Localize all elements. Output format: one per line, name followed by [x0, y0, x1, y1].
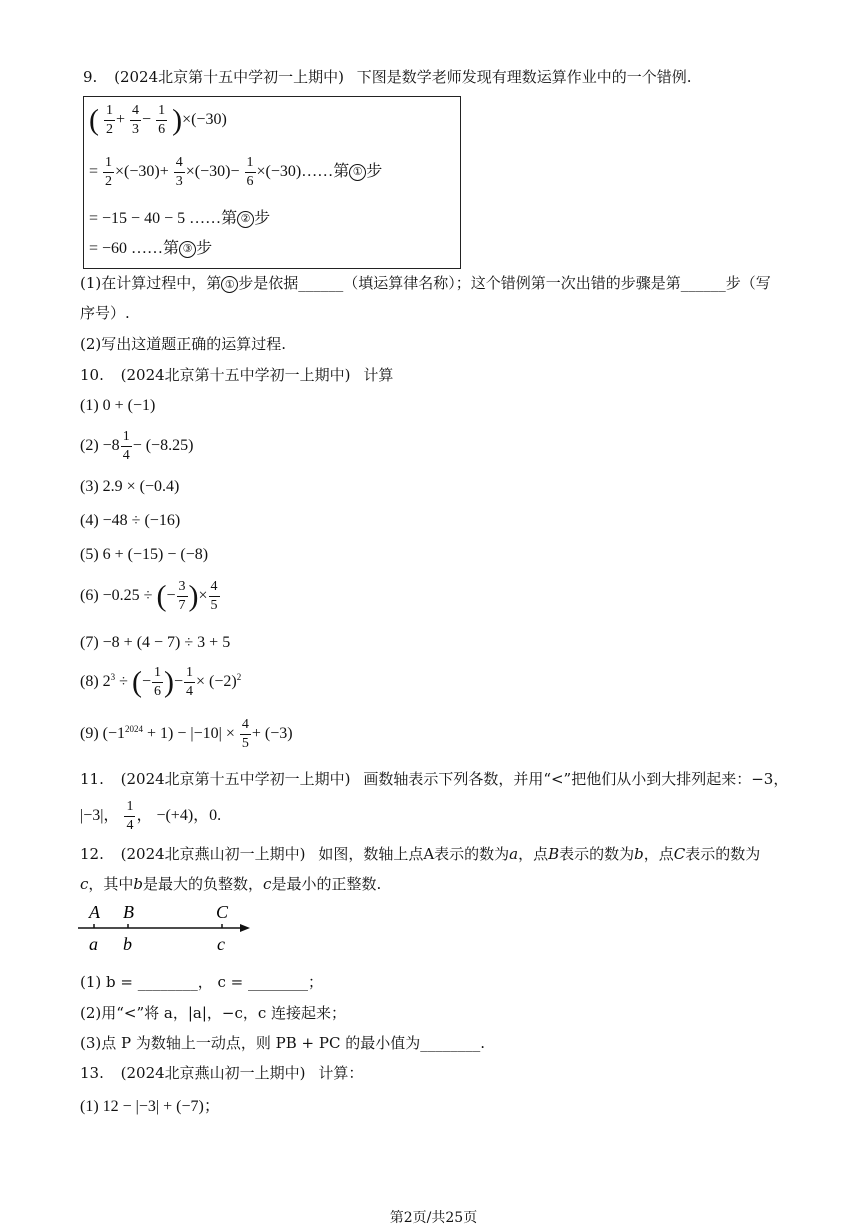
question-13-header — [80, 1062, 363, 1083]
question-9-header — [83, 66, 692, 87]
number-line-arrow — [240, 924, 250, 932]
question-number: 12. — [80, 845, 104, 863]
q10-item-7: (7) −8 + (4 − 7) ÷ 3 + 5 — [80, 634, 231, 651]
q10-item-9: (9) $(-1^{2024} + 1) - |-10|$ × $\frac{4}{5}$ + (−3) — [80, 717, 293, 751]
question-source: (2024北京燕山初一上期中) — [120, 845, 306, 863]
point-label-C: C — [216, 902, 229, 922]
q10-item-8: (8) $2^3$ ÷ (− $\frac{1}{6}$ )− $\frac{1}{4}$ × $(-2)^2$ — [80, 665, 242, 699]
question-12-part-1: (1) b = ________， c = ________； — [80, 973, 323, 991]
question-number: 9. — [83, 68, 98, 86]
question-stem: 下图是数学老师发现有理数运算作业中的一个错例. — [356, 68, 692, 86]
value-label-c: c — [217, 934, 225, 954]
q10-item-3: (3) 2.9 × (−0.4) — [80, 478, 180, 495]
q10-item-2: (2) −8 $\frac{1}{4}$ − (−8.25) — [80, 429, 194, 463]
page-footer: 第2页/共25页 — [389, 1210, 478, 1226]
question-10-header — [80, 364, 393, 385]
question-source: (2024北京第十五中学初一上期中) — [114, 68, 344, 86]
question-9-part-1: (1)在计算过程中，第 ① 步是依据______（填运算律名称）；这个错例第一次出错的步骤是第______步（写 — [80, 274, 771, 292]
question-number: 10. — [80, 366, 104, 384]
fraction: $\frac{1}{2}$ — [106, 103, 113, 137]
number-line-figure — [74, 900, 264, 958]
question-12-part-3: (3)点 P 为数轴上一动点，则 PB + PC 的最小值为________. — [80, 1034, 485, 1052]
question-9-part-1-cont: 序号）. — [80, 304, 130, 322]
value-label-b: b — [123, 934, 132, 954]
question-source: (2024北京燕山初一上期中) — [120, 1064, 306, 1082]
point-label-B: B — [123, 902, 134, 922]
step-marker: ② — [237, 211, 254, 228]
q10-item-4: (4) −48 ÷ (−16) — [80, 512, 181, 529]
box-line-3: = −60 ……第 ③ 步 — [89, 240, 213, 257]
fraction: $\frac{1}{6}$ — [158, 103, 166, 137]
step-marker: ③ — [179, 241, 196, 258]
q10-item-5: (5) 6 + (−15) − (−8) — [80, 546, 209, 563]
q10-item-1: (1) 0 + (−1) — [80, 397, 156, 414]
step-marker: ① — [221, 276, 238, 293]
question-source: (2024北京第十五中学初一上期中) — [120, 770, 351, 788]
question-number: 13. — [80, 1064, 104, 1082]
value-label-a: a — [89, 934, 98, 954]
question-11-line-2: |−3|， $\frac{1}{4}$ ， −(+4)，0. — [80, 799, 222, 833]
question-12-part-2: (2)用“<”将 a，|a|，−c，c 连接起来； — [80, 1004, 347, 1022]
box-line-1: = $\frac{1}{2}$ ×(−30)+ $\frac{4}{3}$ ×(−30)− $\frac{1}{6}$ ×(−30)……第 ① 步 — [89, 155, 383, 189]
question-11-header — [80, 768, 788, 789]
question-source: (2024北京第十五中学初一上期中) — [120, 366, 351, 384]
question-12-header: 12. (2024北京燕山初一上期中) 如图，数轴上点A表示的数为a，点B表示的数为b，点C表示的数为 — [80, 845, 761, 863]
box-line-0: ( $\frac{1}{2}$ + $\frac{4}{3}$ − $\frac{1}{6}$ )×(−30) — [89, 103, 227, 137]
step-marker: ① — [349, 164, 366, 181]
question-number: 11. — [80, 770, 104, 788]
point-label-A: A — [89, 902, 100, 922]
question-stem: 计算 — [363, 366, 394, 384]
q10-item-6: (6) −0.25 ÷ (− $\frac{3}{7}$ )× $\frac{4}{5}$ — [80, 579, 218, 613]
fraction: $\frac{4}{3}$ — [132, 103, 140, 137]
q13-item-1: (1) 12 − |−3| + (−7)； — [80, 1098, 220, 1115]
question-stem: 计算： — [318, 1064, 364, 1082]
question-9-part-2: (2)写出这道题正确的运算过程. — [80, 335, 287, 353]
box-line-2: = −15 − 40 − 5 ……第 ② 步 — [89, 210, 271, 227]
question-12-line-2: c，其中b是最大的负整数，c是最小的正整数. — [80, 875, 382, 893]
question-stem: 画数轴表示下列各数，并用“<”把他们从小到大排列起来：−3， — [363, 770, 789, 788]
